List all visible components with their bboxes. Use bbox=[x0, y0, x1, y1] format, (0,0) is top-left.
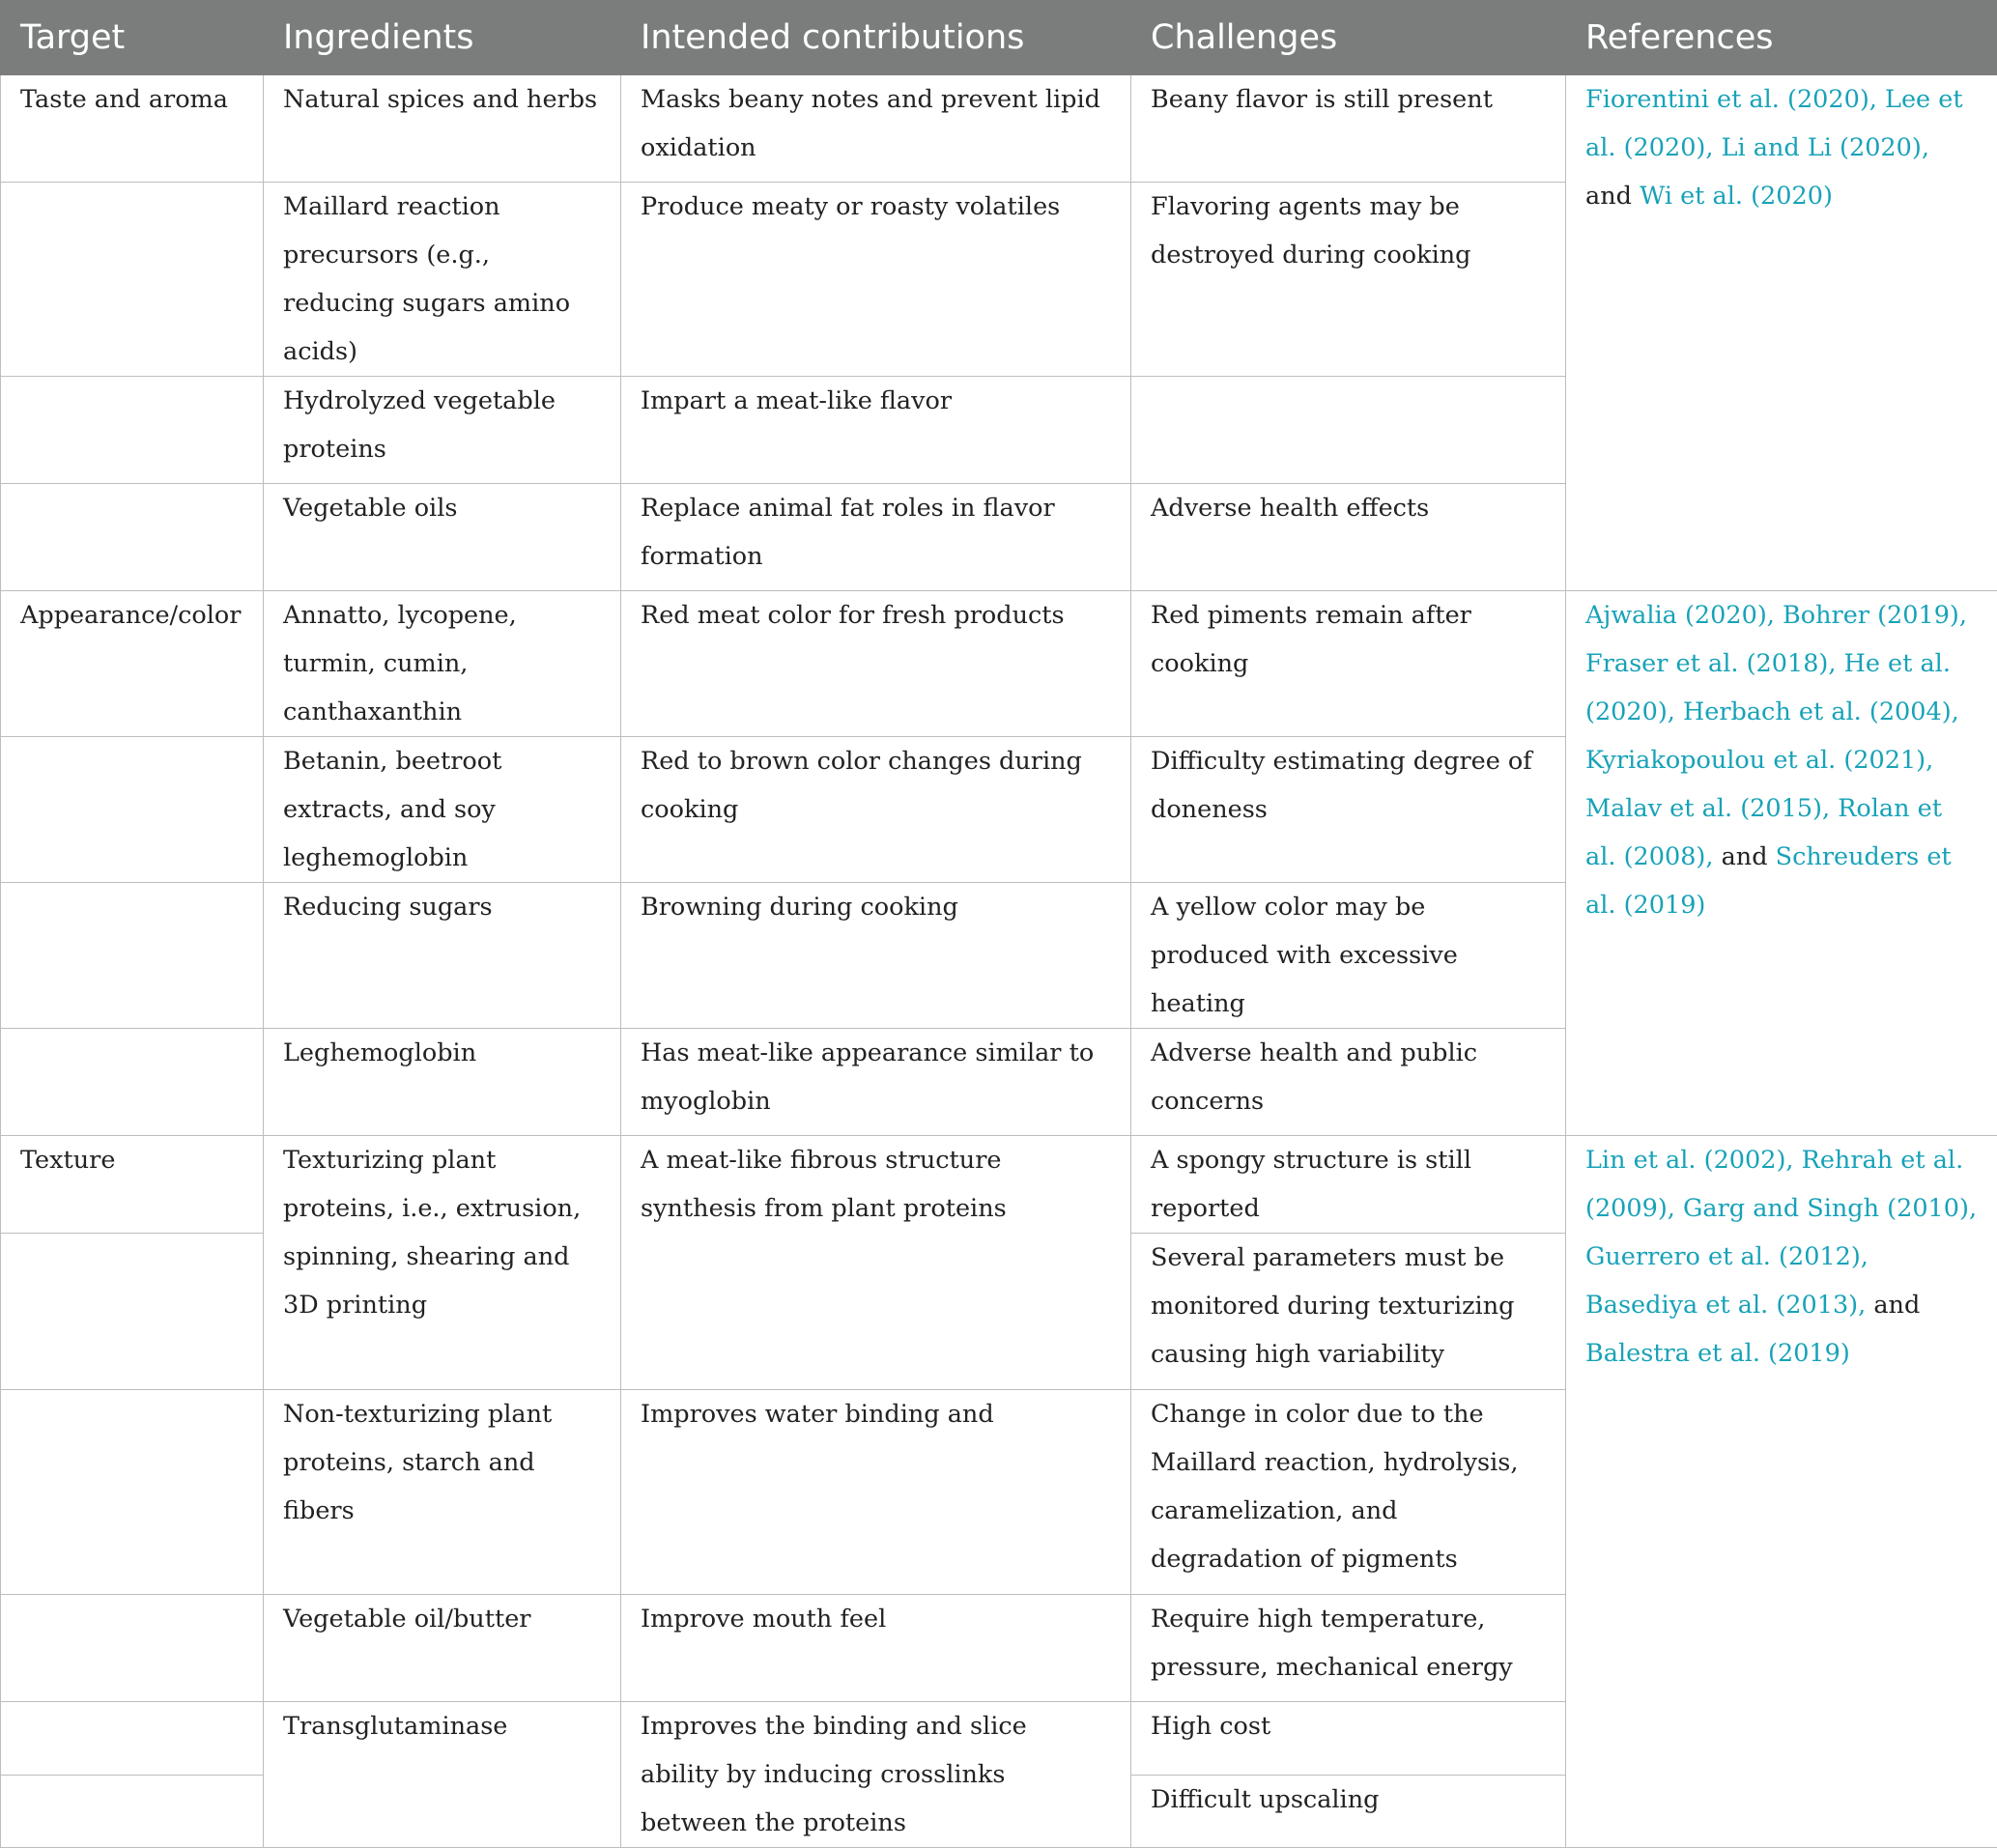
reference-link[interactable]: Lee et al. (2020), bbox=[1585, 85, 1963, 162]
challenge-cell: Several parameters must be monitored during texturizing causing high variability bbox=[1131, 1234, 1566, 1390]
ingredient-cell: Betanin, beetroot extracts, and soy leghemoglobin bbox=[264, 737, 621, 883]
target-cell-empty bbox=[1, 1029, 264, 1136]
reference-link[interactable]: Schreuders et al. (2019) bbox=[1585, 842, 1952, 920]
challenge-cell: Difficulty estimating degree of doneness bbox=[1131, 737, 1566, 883]
target-cell-empty bbox=[1, 1390, 264, 1595]
reference-link[interactable]: Malav et al. (2015), bbox=[1585, 794, 1830, 823]
contribution-cell: Browning during cooking bbox=[621, 883, 1131, 1029]
reference-conjunction: and bbox=[1722, 842, 1768, 871]
challenge-cell: Red piments remain after cooking bbox=[1131, 591, 1566, 737]
challenge-cell: Adverse health and public concerns bbox=[1131, 1029, 1566, 1136]
reference-link[interactable]: Bohrer (2019), bbox=[1783, 601, 1967, 630]
reference-link[interactable]: Guerrero et al. (2012), bbox=[1585, 1242, 1869, 1271]
ingredient-cell: Reducing sugars bbox=[264, 883, 621, 1029]
ingredient-cell: Annatto, lycopene, turmin, cumin, canthaxanthin bbox=[264, 591, 621, 737]
table-header-row bbox=[1, 1, 1997, 75]
contribution-cell: A meat-like fibrous structure synthesis from plant proteins bbox=[621, 1136, 1131, 1390]
challenge-cell: A yellow color may be produced with excessive heating bbox=[1131, 883, 1566, 1029]
reference-link[interactable]: Herbach et al. (2004), bbox=[1683, 697, 1959, 726]
table-row bbox=[1, 75, 1997, 183]
contribution-cell: Replace animal fat roles in flavor formation bbox=[621, 484, 1131, 591]
challenge-cell: Flavoring agents may be destroyed during cooking bbox=[1131, 183, 1566, 377]
challenge-cell: Adverse health effects bbox=[1131, 484, 1566, 591]
contribution-cell: Red to brown color changes during cooking bbox=[621, 737, 1131, 883]
reference-link[interactable]: He et al. (2020), bbox=[1585, 649, 1951, 726]
contribution-cell: Masks beany notes and prevent lipid oxidation bbox=[621, 75, 1131, 183]
reference-link[interactable]: Li and Li (2020), bbox=[1722, 133, 1929, 162]
header-target: Target bbox=[1, 1, 264, 75]
reference-link[interactable]: Basediya et al. (2013), bbox=[1585, 1291, 1866, 1320]
references-cell bbox=[1566, 591, 1997, 1136]
contribution-cell: Improve mouth feel bbox=[621, 1595, 1131, 1702]
reference-link[interactable]: Rehrah et al. (2009), bbox=[1585, 1146, 1963, 1223]
target-cell-empty bbox=[1, 737, 264, 883]
target-cell-empty bbox=[1, 1775, 264, 1848]
challenge-cell bbox=[1131, 377, 1566, 484]
header-challenges: Challenges bbox=[1131, 1, 1566, 75]
reference-link[interactable]: Fraser et al. (2018), bbox=[1585, 649, 1836, 678]
target-cell-empty bbox=[1, 484, 264, 591]
table-row bbox=[1, 1136, 1997, 1234]
contribution-cell: Has meat-like appearance similar to myoglobin bbox=[621, 1029, 1131, 1136]
target-cell: Appearance/color bbox=[1, 591, 264, 737]
reference-conjunction: and bbox=[1585, 182, 1632, 211]
references-cell bbox=[1566, 75, 1997, 591]
reference-link[interactable]: Garg and Singh (2010), bbox=[1683, 1194, 1977, 1223]
ingredient-cell: Vegetable oil/butter bbox=[264, 1595, 621, 1702]
references-cell bbox=[1566, 1136, 1997, 1848]
table-row bbox=[1, 591, 1997, 737]
ingredient-cell: Leghemoglobin bbox=[264, 1029, 621, 1136]
ingredient-cell: Texturizing plant proteins, i.e., extrusion, spinning, shearing and 3D printing bbox=[264, 1136, 621, 1390]
target-cell: Taste and aroma bbox=[1, 75, 264, 183]
reference-link[interactable]: Lin et al. (2002), bbox=[1585, 1146, 1794, 1175]
ingredient-cell: Transglutaminase bbox=[264, 1702, 621, 1848]
reference-link[interactable]: Balestra et al. (2019) bbox=[1585, 1339, 1850, 1368]
reference-link[interactable]: Kyriakopoulou et al. (2021), bbox=[1585, 746, 1933, 775]
target-cell-empty bbox=[1, 1595, 264, 1702]
ingredient-cell: Vegetable oils bbox=[264, 484, 621, 591]
ingredient-cell: Hydrolyzed vegetable proteins bbox=[264, 377, 621, 484]
ingredient-cell: Natural spices and herbs bbox=[264, 75, 621, 183]
target-cell-empty bbox=[1, 883, 264, 1029]
contribution-cell: Produce meaty or roasty volatiles bbox=[621, 183, 1131, 377]
header-intended-contributions: Intended contributions bbox=[621, 1, 1131, 75]
target-cell-empty bbox=[1, 183, 264, 377]
target-cell-empty bbox=[1, 1234, 264, 1390]
contribution-cell: Red meat color for fresh products bbox=[621, 591, 1131, 737]
challenge-cell: Difficult upscaling bbox=[1131, 1775, 1566, 1848]
reference-link[interactable]: Wi et al. (2020) bbox=[1640, 182, 1833, 211]
contribution-cell: Improves the binding and slice ability by inducing crosslinks between the proteins bbox=[621, 1702, 1131, 1848]
challenge-cell: Change in color due to the Maillard reaction, hydrolysis, caramelization, and degradation of pigments bbox=[1131, 1390, 1566, 1595]
reference-link[interactable]: Rolan et al. (2008), bbox=[1585, 794, 1942, 871]
challenge-cell: Beany flavor is still present bbox=[1131, 75, 1566, 183]
target-cell: Texture bbox=[1, 1136, 264, 1234]
challenge-cell: Require high temperature, pressure, mechanical energy bbox=[1131, 1595, 1566, 1702]
contribution-cell: Impart a meat-like flavor bbox=[621, 377, 1131, 484]
ingredient-cell: Maillard reaction precursors (e.g., reducing sugars amino acids) bbox=[264, 183, 621, 377]
header-references: References bbox=[1566, 1, 1997, 75]
reference-link[interactable]: Ajwalia (2020), bbox=[1585, 601, 1775, 630]
challenge-cell: High cost bbox=[1131, 1702, 1566, 1776]
target-cell-empty bbox=[1, 377, 264, 484]
ingredient-cell: Non-texturizing plant proteins, starch and fibers bbox=[264, 1390, 621, 1595]
reference-link[interactable]: Fiorentini et al. (2020), bbox=[1585, 85, 1877, 114]
reference-conjunction: and bbox=[1873, 1291, 1920, 1320]
challenge-cell: A spongy structure is still reported bbox=[1131, 1136, 1566, 1234]
contribution-cell: Improves water binding and bbox=[621, 1390, 1131, 1595]
target-cell-empty bbox=[1, 1702, 264, 1776]
header-ingredients: Ingredients bbox=[264, 1, 621, 75]
